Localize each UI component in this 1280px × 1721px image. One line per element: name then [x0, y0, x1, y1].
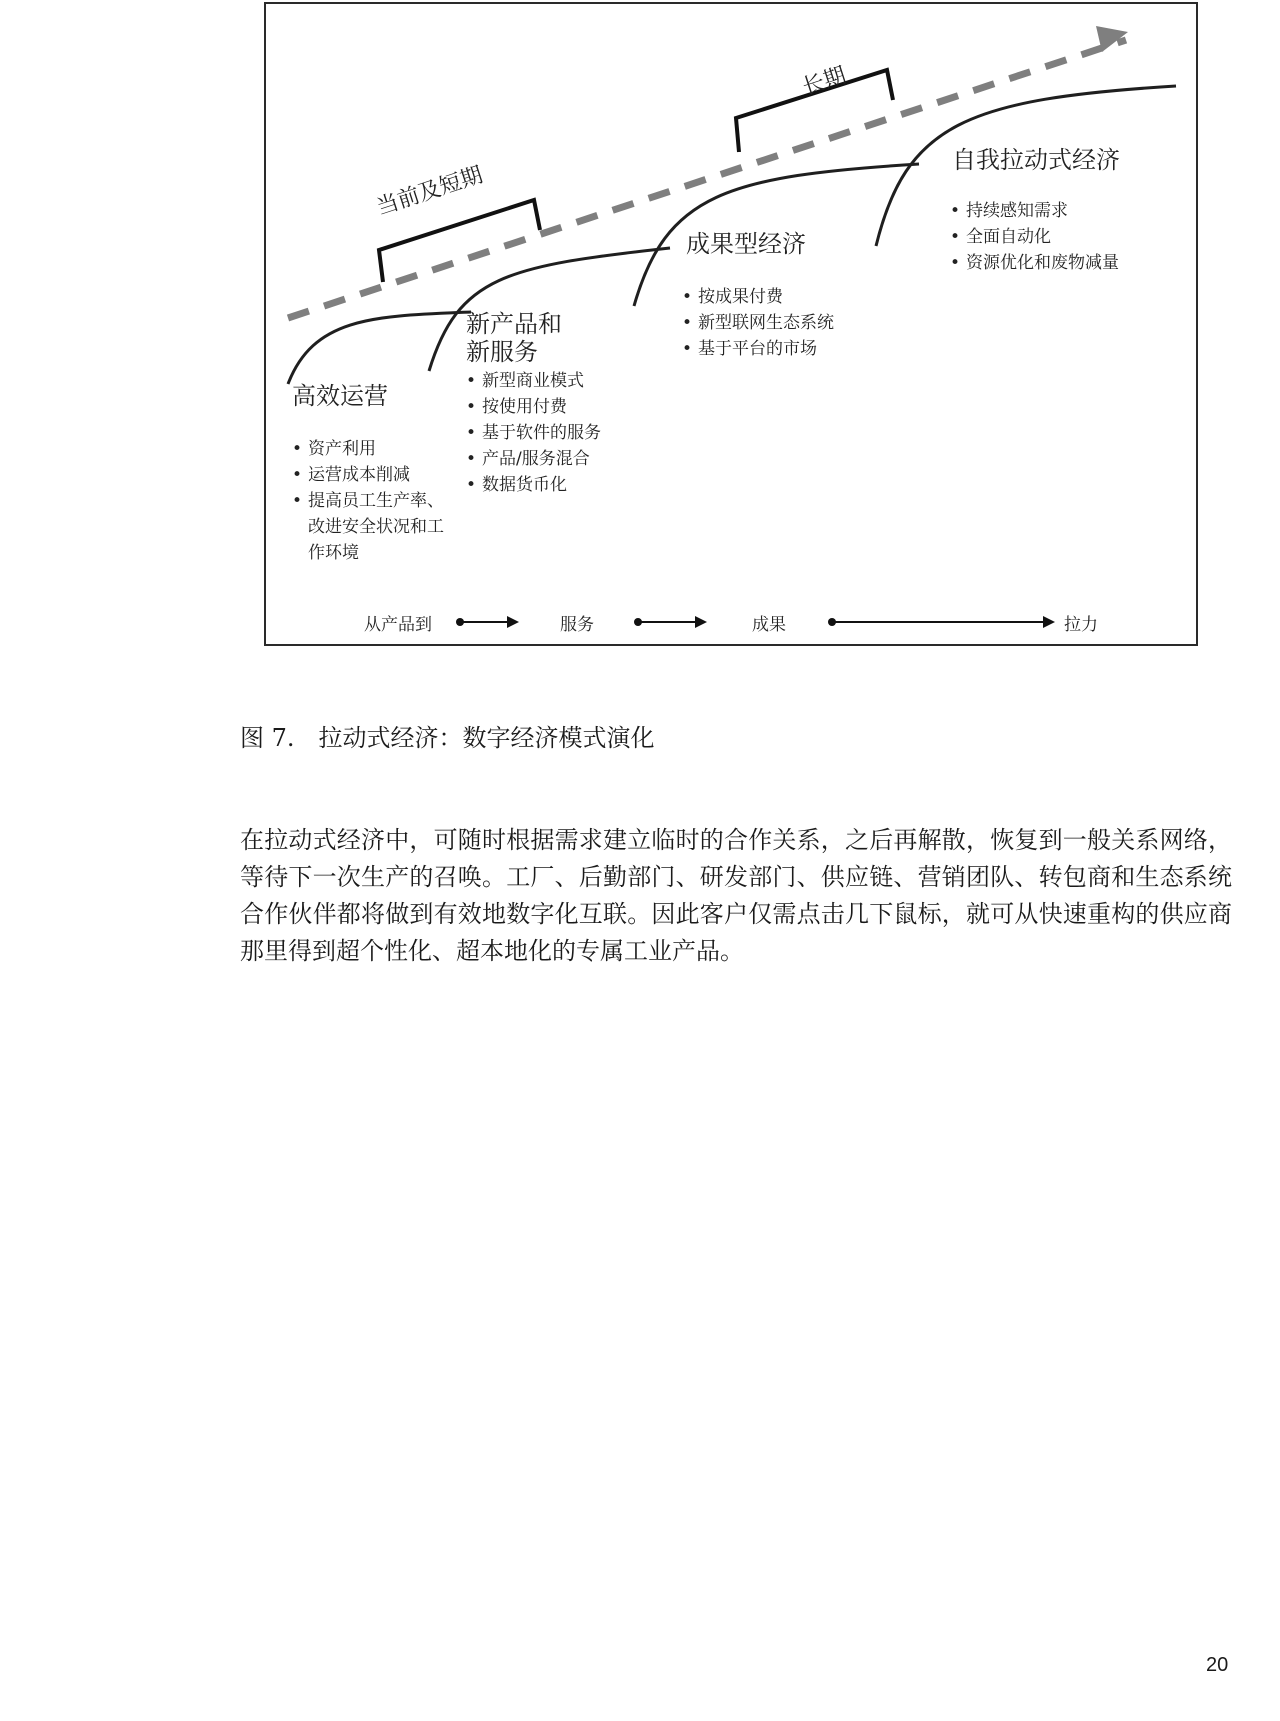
stage-curve-1	[288, 312, 471, 384]
stage-1-title: 高效运营	[292, 382, 388, 410]
stage-4-item: • 持续感知需求	[950, 198, 1119, 224]
stage-1-item: • 提高员工生产率、改进安全状况和工作环境	[292, 488, 453, 566]
stage-4-title: 自我拉动式经济	[952, 146, 1120, 174]
body-paragraph: 在拉动式经济中，可随时根据需求建立临时的合作关系，之后再解散，恢复到一般关系网络，等待下一次生产的召唤。工厂、后勤部门、研发部门、供应链、营销团队、转包商和生态系统合作伙伴都将做到有效地数字化互联。因此客户仅需点击几下鼠标，就可从快速重构的供应商那里得到超个性化、超本地化的专属工业产品。	[240, 826, 1232, 965]
stage-2-item: • 产品/服务混合	[466, 446, 601, 472]
page-number: 20	[1206, 1654, 1229, 1676]
figure-caption	[240, 718, 655, 753]
long-term-label: 长期	[799, 63, 850, 101]
stage-2-list	[466, 368, 601, 498]
stage-2-item: • 数据货币化	[466, 472, 601, 498]
figure-number: 图 7.	[240, 724, 295, 752]
stage-4-item: • 资源优化和废物减量	[950, 250, 1119, 276]
stage-1-item: • 运营成本削减	[292, 462, 453, 488]
flow-arrowhead-1	[507, 616, 519, 628]
stage-3-item: • 基于平台的市场	[682, 336, 834, 362]
flow-label-services: 服务	[560, 615, 594, 635]
flow-label-pull: 拉力	[1064, 615, 1098, 635]
stage-3-title: 成果型经济	[686, 230, 806, 258]
pull-economy-diagram	[264, 2, 1198, 646]
stage-3-list	[682, 284, 834, 362]
stage-3-item: • 按成果付费	[682, 284, 834, 310]
stage-4-list	[950, 198, 1119, 276]
stage-2-item: • 按使用付费	[466, 394, 601, 420]
flow-label-outcomes: 成果	[752, 615, 786, 635]
flow-arrowhead-3	[1043, 616, 1055, 628]
flow-label-products: 从产品到	[364, 615, 432, 635]
stage-2-title: 新产品和新服务	[466, 310, 562, 366]
stage-1-item: • 资产利用	[292, 436, 453, 462]
figure-caption-text: 拉动式经济：数字经济模式演化	[318, 724, 655, 752]
stage-2-item: • 基于软件的服务	[466, 420, 601, 446]
stage-2-item: • 新型商业模式	[466, 368, 601, 394]
flow-arrowhead-2	[695, 616, 707, 628]
stage-3-item: • 新型联网生态系统	[682, 310, 834, 336]
stage-4-item: • 全面自动化	[950, 224, 1119, 250]
stage-1-list	[292, 436, 453, 566]
short-term-label: 当前及短期	[373, 162, 486, 221]
